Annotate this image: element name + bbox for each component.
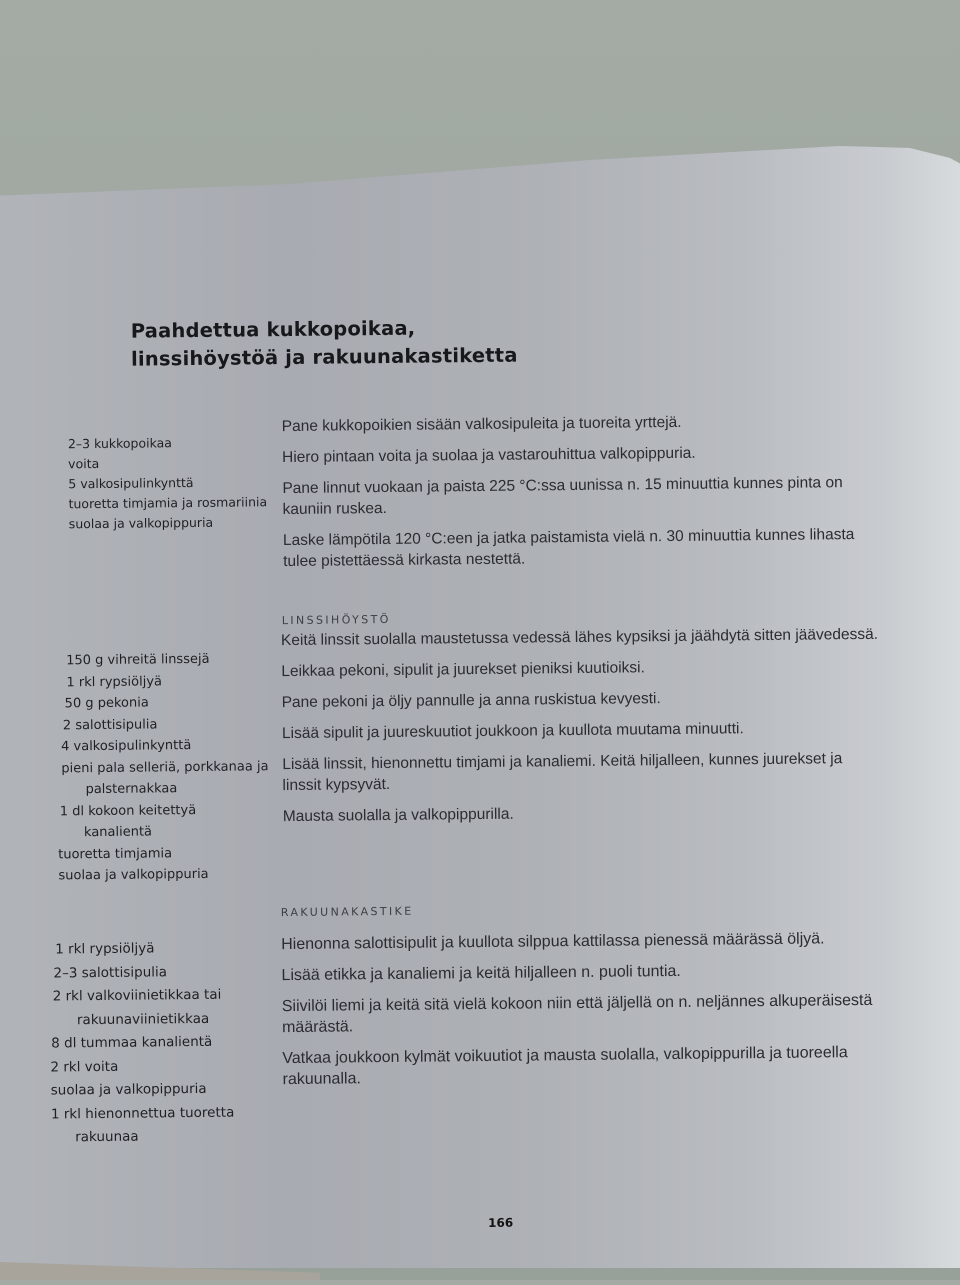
lentil-stew-heading: LINSSIHÖYSTÖ	[281, 612, 391, 628]
ingredient-item-continued: kanalientä	[83, 824, 153, 841]
ingredient-item: 2–3 salottisipulia	[53, 963, 168, 981]
step-item: Pane linnut vuokaan ja paista 225 °C:ssa uunissa n. 15 minuuttia kunnes pinta on kauniin ruskea.	[282, 474, 843, 519]
step-item: Pane kukkopoikien sisään valkosipuleita ja tuoreita yrttejä.	[281, 413, 682, 436]
ingredient-item: 1 rkl rypsiöljyä	[66, 673, 163, 690]
ingredient-item: 8 dl tummaa kanalientä	[51, 1033, 213, 1052]
ingredient-item: pieni pala selleriä, porkkanaa ja	[61, 758, 269, 776]
step-item: Siivilöi liemi ja keitä sitä vielä kokoon niin että jäljellä on n. neljännes alkuperäisestä määrästä.	[281, 991, 873, 1037]
ingredient-item: 5 valkosipulinkynttä	[68, 474, 194, 492]
main-ingredient-list	[68, 432, 268, 534]
ingredient-item: voita	[68, 455, 100, 472]
ingredient-item: 1 rkl hienonnettua tuoretta	[50, 1104, 235, 1123]
tarragon-sauce-heading: RAKUUNAKASTIKE	[280, 904, 414, 920]
recipe-title	[131, 314, 518, 374]
ingredient-item: suolaa ja valkopippuria	[50, 1080, 207, 1099]
ingredient-item: suolaa ja valkopippuria	[68, 514, 214, 532]
step-item: Leikkaa pekoni, sipulit ja juurekset pieniksi kuutioiksi.	[281, 659, 645, 681]
ingredient-item: 1 dl kokoon keitettyä	[59, 802, 197, 819]
lentil-steps	[281, 624, 883, 837]
step-item: Lisää sipulit ja juureskuutiot joukkoon ja kuullota muutama minuutti.	[281, 720, 744, 743]
ingredient-item: 2 rkl voita	[50, 1058, 119, 1076]
ingredient-item: 2 salottisipulia	[62, 716, 158, 733]
page-number: 166	[488, 1215, 514, 1230]
step-item: Lisää linssit, hienonnettu timjami ja kanaliemi. Keitä hiljalleen, kunnes juurekset ja linssit kypsyvät.	[282, 750, 843, 795]
ingredient-item-continued: rakuunaviinietikkaa	[76, 1010, 210, 1028]
step-item: Mausta suolalla ja valkopippurilla.	[282, 805, 514, 826]
sauce-steps	[281, 928, 883, 1100]
title-line-2: linssihöystöä ja rakuunakastiketta	[130, 343, 518, 371]
title-line-1: Paahdettua kukkopoikaa,	[130, 316, 416, 343]
ingredient-item: 4 valkosipulinkynttä	[61, 738, 192, 755]
step-item: Pane pekoni ja öljy pannulle ja anna ruskistua kevyesti.	[281, 690, 661, 712]
ingredient-item: 150 g vihreitä linssejä	[66, 651, 210, 669]
ingredient-item: tuoretta timjamia ja rosmariinia	[68, 494, 268, 512]
ingredient-item-continued: rakuunaa	[75, 1128, 139, 1146]
ingredient-item: tuoretta timjamia	[58, 845, 173, 862]
ingredient-item-continued: palsternakkaa	[85, 781, 178, 798]
lentil-ingredient-list	[56, 648, 270, 887]
step-item: Hiero pintaan voita ja suolaa ja vastarouhittua valkopippuria.	[281, 444, 696, 467]
step-item: Hienonna salottisipulit ja kuullota silppua kattilassa pienessä määrässä öljyä.	[281, 930, 825, 954]
step-item: Keitä linssit suolalla maustetussa vedessä lähes kypsiksi ja jäähdytä sitten jäävedessä.	[280, 625, 879, 650]
main-steps	[282, 410, 884, 582]
ingredient-item: 50 g pekonia	[64, 695, 149, 712]
ingredient-item: suolaa ja valkopippuria	[58, 866, 209, 884]
step-item: Laske lämpötila 120 °C:een ja jatka paistamista vielä n. 30 minuuttia kunnes lihasta tulee pistettäessä kirkasta nestettä.	[282, 526, 855, 571]
ingredient-item: 1 rkl rypsiöljyä	[55, 940, 155, 958]
ingredient-item: 2–3 kukkopoikaa	[67, 435, 172, 452]
sauce-ingredient-list	[49, 937, 235, 1150]
ingredient-item: 2 rkl valkoviinietikkaa tai	[52, 986, 222, 1005]
step-item: Vatkaa joukkoon kylmät voikuutiot ja mausta suolalla, valkopippurilla ja tuoreella rakuunalla.	[282, 1044, 848, 1089]
step-item: Lisää etikka ja kanaliemi ja keitä hiljalleen n. puoli tuntia.	[281, 962, 681, 985]
